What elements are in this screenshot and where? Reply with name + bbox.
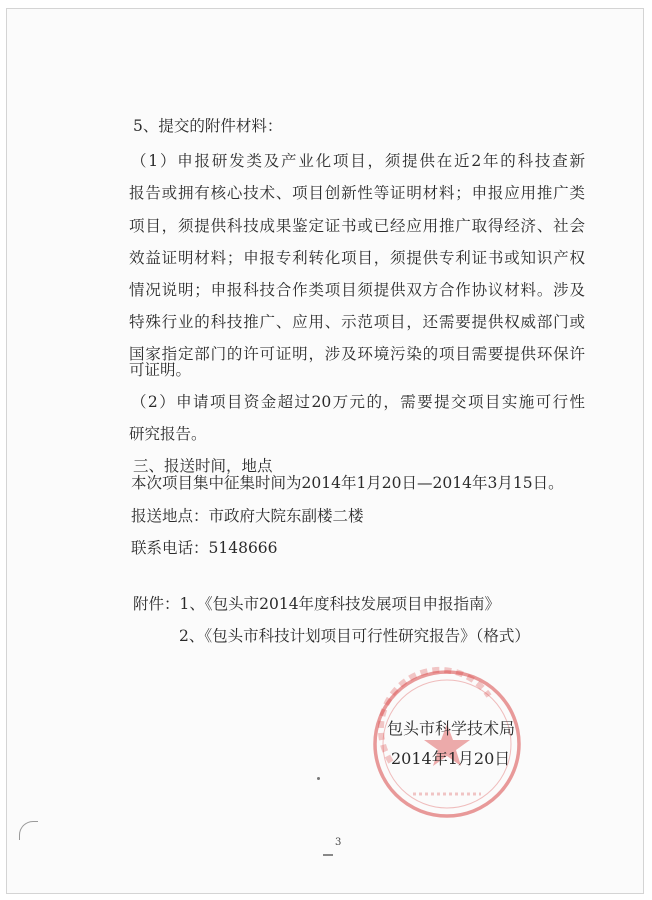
item-1-line: 国家指定部门的许可证明，涉及环境污染的项目需要提供环保许 xyxy=(129,345,585,363)
contact-phone: 联系电话：5148666 xyxy=(131,539,278,557)
attachment-1: 附件：1、《包头市2014年度科技发展项目申报指南》 xyxy=(133,595,501,613)
document-page xyxy=(6,8,644,894)
item-2-line: 研究报告。 xyxy=(129,425,207,443)
page-number: 3 xyxy=(335,837,342,848)
section-5-heading: 5、提交的附件材料： xyxy=(133,117,283,135)
collection-time: 本次项目集中征集时间为2014年1月20日—2014年3月15日。 xyxy=(131,474,564,492)
item-1-line: 可证明。 xyxy=(129,361,192,379)
attachment-2: 2、《包头市科技计划项目可行性研究报告》（格式） xyxy=(179,627,530,645)
issuing-authority: 包头市科学技术局 xyxy=(387,719,516,738)
scan-mark xyxy=(323,854,333,856)
issue-date: 2014年1月20日 xyxy=(391,749,511,768)
scan-mark xyxy=(19,821,38,840)
item-1-line: 项目，须提供科技成果鉴定证书或已经应用推广取得经济、社会 xyxy=(129,217,585,235)
item-1-line: 特殊行业的科技推广、应用、示范项目，还需要提供权威部门或 xyxy=(129,313,585,331)
item-1-line: （1）申报研发类及产业化项目，须提供在近2年的科技查新 xyxy=(131,152,585,170)
item-1-line: 报告或拥有核心技术、项目创新性等证明材料；申报应用推广类 xyxy=(129,184,585,202)
item-1-line: 情况说明；申报科技合作类项目须提供双方合作协议材料。涉及 xyxy=(129,281,585,299)
item-1-line: 效益证明材料；申报专利转化项目，须提供专利证书或知识产权 xyxy=(129,249,585,267)
item-2-line: （2）申请项目资金超过20万元的，需要提交项目实施可行性 xyxy=(131,393,585,411)
submission-location: 报送地点：市政府大院东副楼二楼 xyxy=(131,507,364,525)
official-seal xyxy=(369,666,525,822)
section-3-heading: 三、报送时间，地点 xyxy=(133,457,273,475)
scan-mark xyxy=(317,777,320,780)
